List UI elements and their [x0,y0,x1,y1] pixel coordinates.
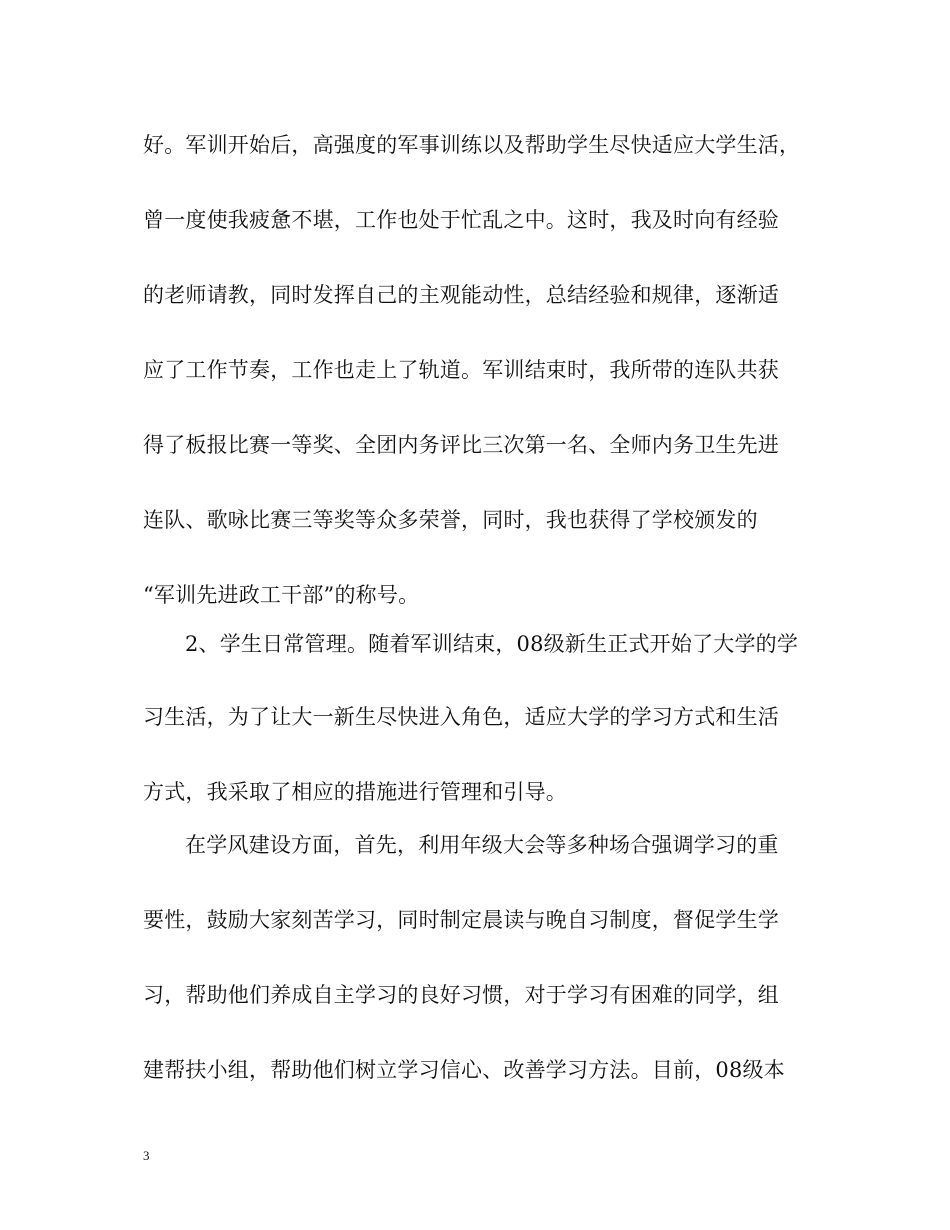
text-line: 连队、歌咏比赛三等奖等众多荣誉，同时，我也获得了学校颁发的 [143,508,758,532]
text-line: 的老师请教，同时发挥自己的主观能动性，总结经验和规律，逐渐适 [143,283,779,307]
paragraph-first-line: 在学风建设方面，首先，利用年级大会等多种场合强调学习的重 [185,833,779,857]
text-line: 方式，我采取了相应的措施进行管理和引导。 [143,780,567,804]
text-line: 得了板报比赛一等奖、全团内务评比三次第一名、全师内务卫生先进 [143,433,779,457]
text-line: 好。军训开始后，高强度的军事训练以及帮助学生尽快适应大学生活， [143,133,801,157]
text-line: 习生活，为了让大一新生尽快进入角色，适应大学的学习方式和生活 [143,705,779,729]
text-line: “军训先进政工干部”的称号。 [143,583,420,607]
text-line: 建帮扶小组，帮助他们树立学习信心、改善学习方法。目前，08级本 [143,1058,785,1082]
text-line: 应了工作节奏，工作也走上了轨道。军训结束时，我所带的连队共获 [143,358,779,382]
text-line: 习，帮助他们养成自主学习的良好习惯，对于学习有困难的同学，组 [143,983,779,1007]
paragraph-first-line: 2、学生日常管理。随着军训结束，08级新生正式开始了大学的学 [185,632,799,656]
page-number: 3 [143,1148,150,1163]
text-line: 曾一度使我疲惫不堪，工作也处于忙乱之中。这时，我及时向有经验 [143,208,779,232]
text-line: 要性，鼓励大家刻苦学习，同时制定晨读与晚自习制度，督促学生学 [143,908,779,932]
